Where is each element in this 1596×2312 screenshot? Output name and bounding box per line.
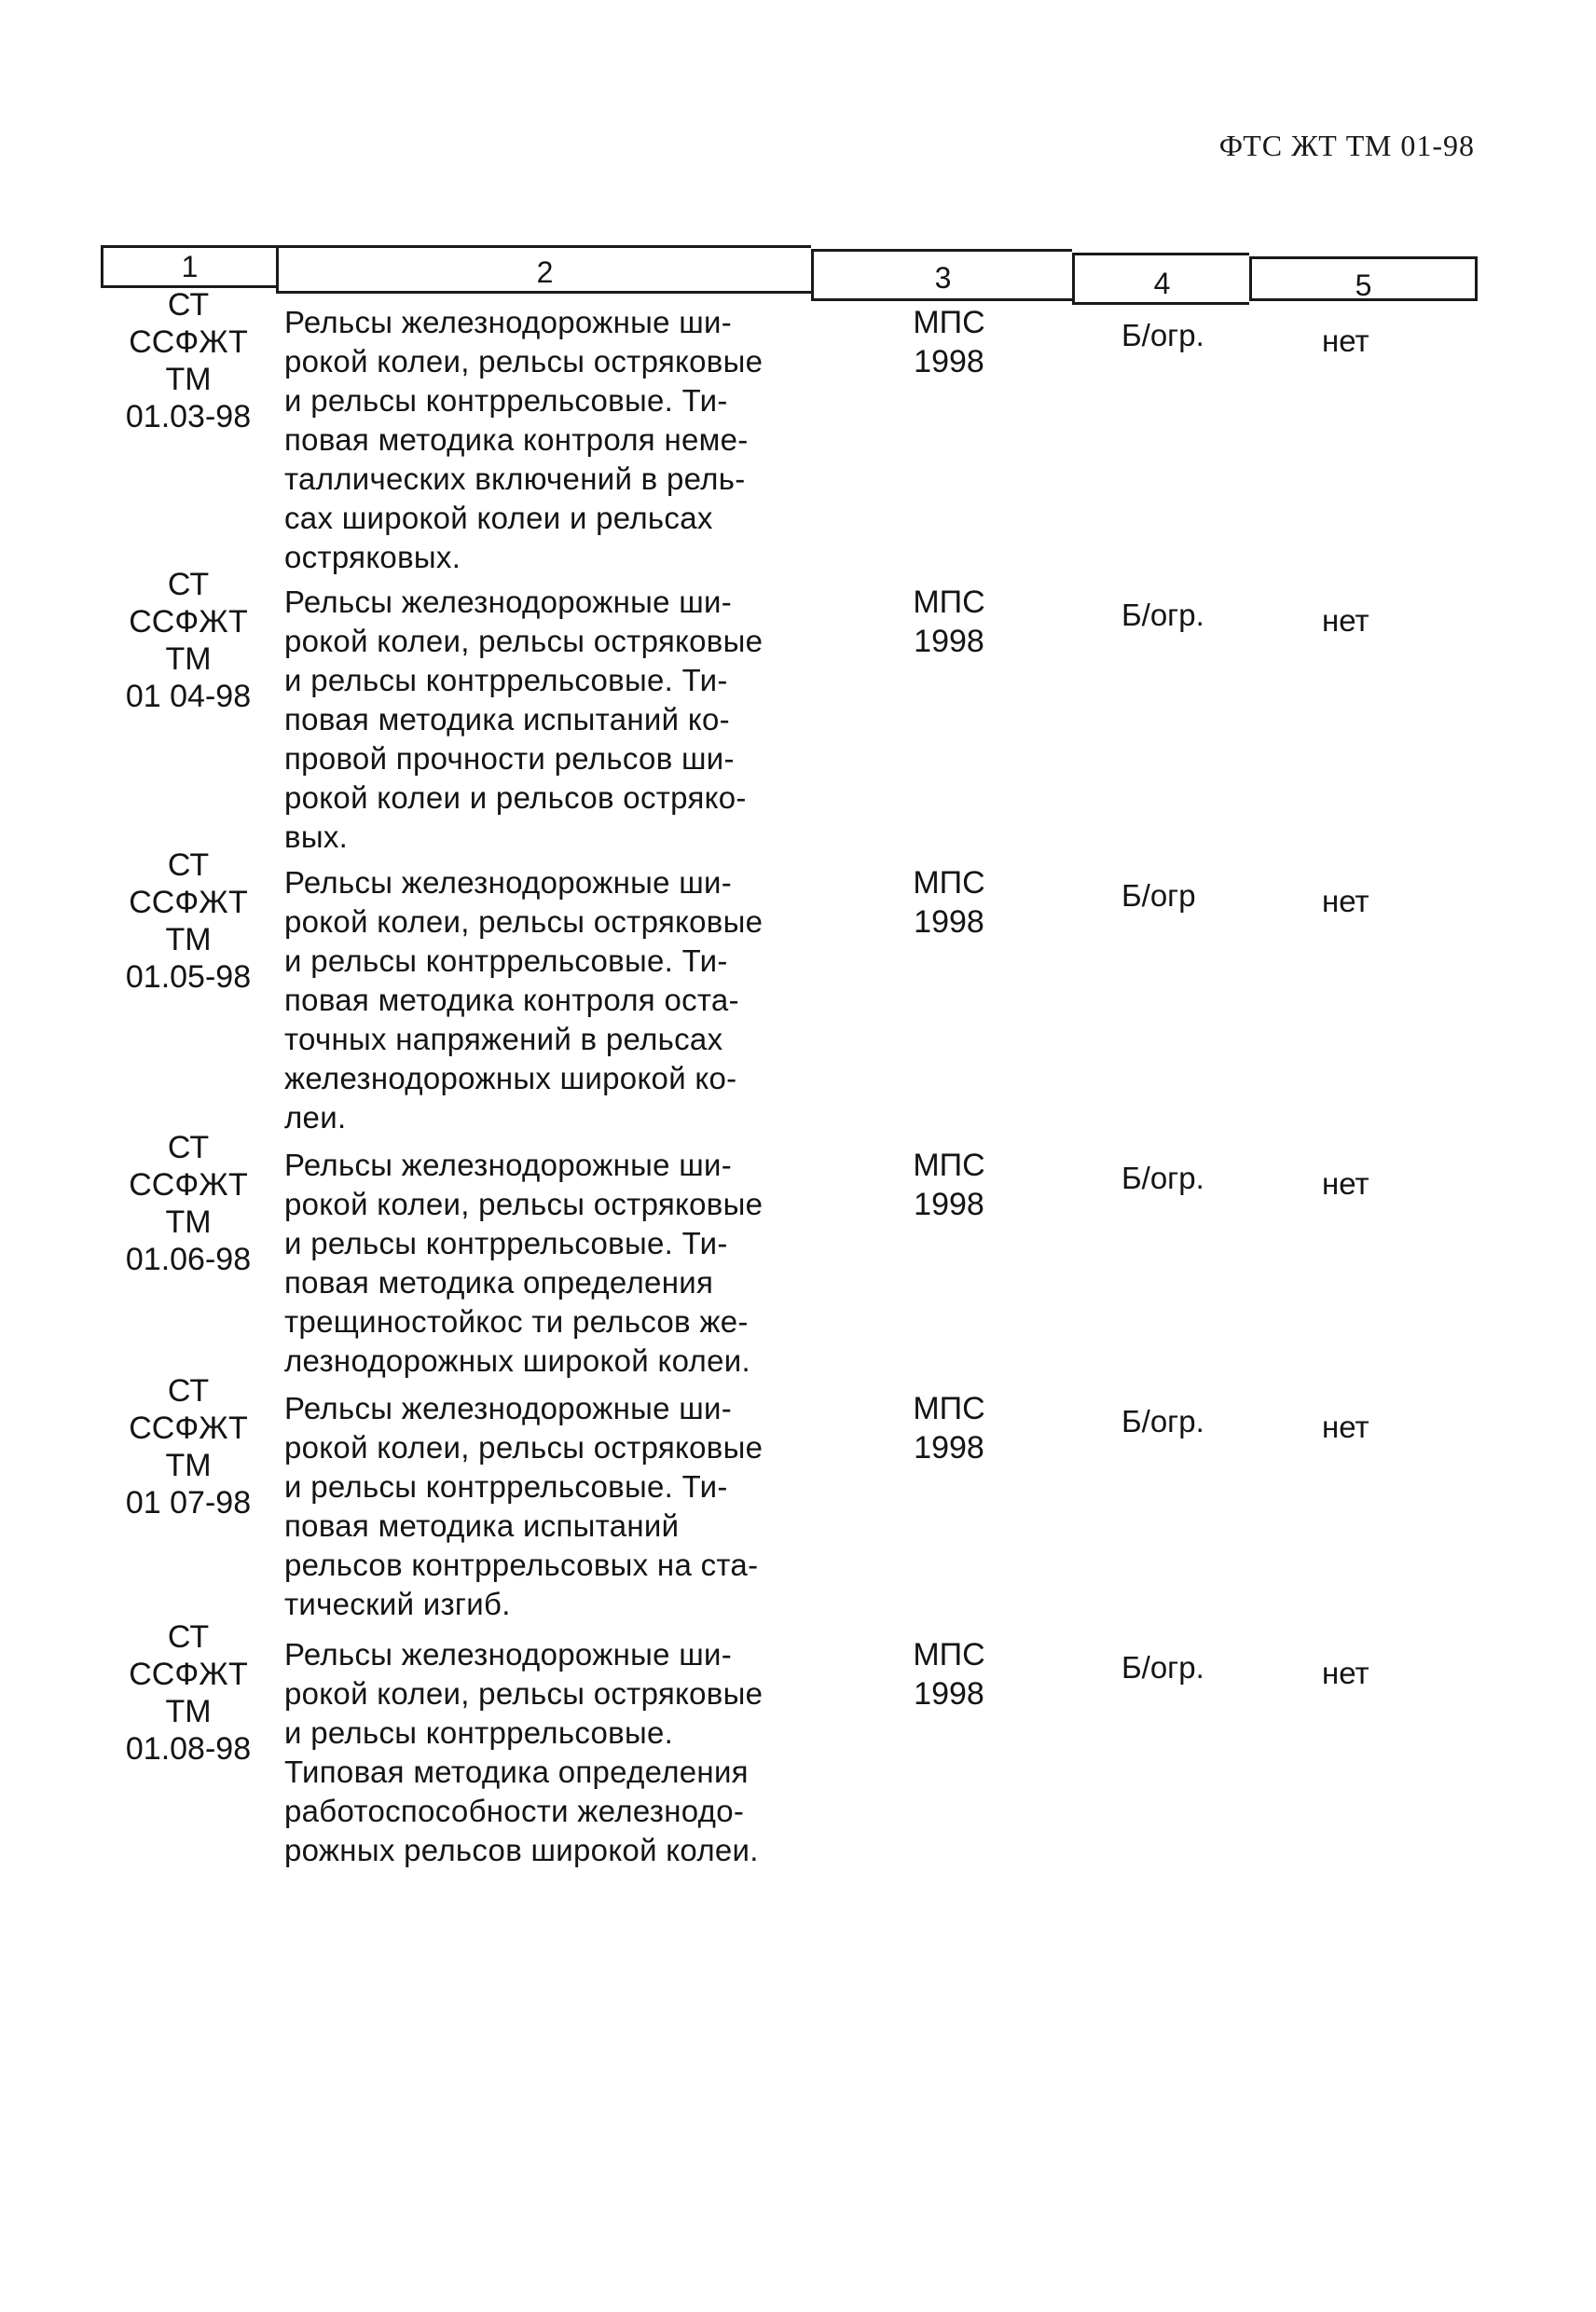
- document-code-cell-line: 01.05-98: [125, 959, 252, 995]
- document-title-cell: [284, 303, 802, 577]
- issuer-cell-line: 1998: [914, 344, 984, 379]
- status-cell: нет: [1322, 603, 1369, 638]
- document-title-cell-line: рожных рельсов широкой колеи.: [284, 1833, 759, 1867]
- document-code-cell-line: 01.03-98: [125, 399, 252, 434]
- document-title-cell-line: повая методика испытаний ко-: [284, 702, 730, 736]
- issuer-cell: [884, 1389, 1014, 1467]
- document-title-cell-line: тический изгиб.: [284, 1587, 511, 1621]
- document-title-cell: [284, 1146, 802, 1381]
- document-title-cell-line: трещиностойкос ти рельсов же-: [284, 1304, 749, 1339]
- document-code-cell-line: СТ: [167, 287, 210, 323]
- document-title-cell-line: и рельсы контррельсовые. Ти-: [284, 383, 728, 418]
- issuer-cell-line: МПС: [913, 865, 985, 901]
- document-title-cell-line: рокой колеи и рельсов остряко-: [284, 780, 747, 815]
- document-code-cell-line: ССФЖТ: [129, 1411, 248, 1446]
- document-code-cell-line: СТ: [167, 847, 210, 883]
- status-cell: нет: [1322, 1166, 1369, 1201]
- status-cell: нет: [1322, 323, 1369, 358]
- issuer-cell-line: 1998: [914, 1676, 984, 1712]
- document-code-cell-line: СТ: [167, 567, 210, 602]
- document-title-cell-line: Типовая методика определения: [284, 1755, 749, 1789]
- document-code-cell-line: ССФЖТ: [129, 1167, 248, 1203]
- document-title-cell-line: Рельсы железнодорожные ши-: [284, 1148, 733, 1182]
- document-code-cell: [101, 1372, 276, 1521]
- issuer-cell-line: МПС: [913, 1637, 985, 1672]
- document-code-cell: [101, 286, 276, 435]
- issuer-cell-line: 1998: [914, 1430, 984, 1466]
- issuer-cell-line: 1998: [914, 904, 984, 940]
- document-title-cell-line: Рельсы железнодорожные ши-: [284, 305, 733, 339]
- document-title-cell: [284, 863, 802, 1137]
- document-title-cell-line: повая методика контроля неме-: [284, 422, 749, 457]
- document-code-cell: [101, 1618, 276, 1768]
- document-title-cell-line: рокой колеи, рельсы остряковые: [284, 1187, 764, 1221]
- document-code-cell-line: ТМ: [165, 1448, 212, 1483]
- document-title-cell-line: и рельсы контррельсовые. Ти-: [284, 1469, 728, 1504]
- document-code-header: ФТС ЖТ ТМ 01-98: [1218, 129, 1475, 162]
- issuer-cell-line: 1998: [914, 624, 984, 659]
- issuer-cell: [884, 863, 1014, 942]
- document-title-cell-line: и рельсы контррельсовые. Ти-: [284, 1226, 728, 1260]
- column-header-2: 2: [276, 245, 811, 294]
- document-title-cell-line: повая методика определения: [284, 1265, 714, 1300]
- issuer-cell: [884, 1635, 1014, 1713]
- document-code-cell-line: 01.06-98: [125, 1242, 252, 1277]
- issuer-cell-line: МПС: [913, 1148, 985, 1183]
- document-title-cell-line: Рельсы железнодорожные ши-: [284, 585, 733, 619]
- document-title-cell-line: рельсов контррельсовых на ста-: [284, 1548, 759, 1582]
- document-title-cell-line: сах широкой колеи и рельсах: [284, 501, 713, 535]
- restriction-cell: Б/огр.: [1121, 1650, 1204, 1685]
- document-code-cell-line: СТ: [167, 1130, 210, 1165]
- document-title-cell-line: повая методика контроля оста-: [284, 983, 739, 1017]
- document-title-cell-line: рокой колеи, рельсы остряковые: [284, 624, 764, 658]
- document-title-cell-line: остряковых.: [284, 540, 461, 574]
- document-title-cell-line: рокой колеи, рельсы остряковые: [284, 904, 764, 939]
- issuer-cell-line: МПС: [913, 585, 985, 620]
- document-code-cell-line: 01.08-98: [125, 1731, 252, 1767]
- document-code-cell-line: ТМ: [165, 641, 212, 677]
- document-title-cell-line: работоспособности железнодо-: [284, 1794, 745, 1828]
- document-title-cell-line: точных напряжений в рельсах: [284, 1022, 723, 1056]
- document-code-cell: [101, 1129, 276, 1278]
- status-cell: нет: [1322, 1656, 1369, 1690]
- restriction-cell: Б/огр.: [1121, 1404, 1204, 1438]
- document-title-cell-line: рокой колеи, рельсы остряковые: [284, 1676, 764, 1711]
- issuer-cell-line: МПС: [913, 1391, 985, 1426]
- document-title-cell-line: Рельсы железнодорожные ши-: [284, 865, 733, 900]
- document-code-cell: [101, 846, 276, 996]
- document-title-cell-line: железнодорожных широкой ко-: [284, 1061, 737, 1095]
- column-header-4: 4: [1072, 253, 1249, 305]
- document-title-cell-line: и рельсы контррельсовые.: [284, 1715, 674, 1750]
- column-header-3: 3: [811, 249, 1072, 301]
- document-title-cell-line: Рельсы железнодорожные ши-: [284, 1391, 733, 1425]
- document-code-cell-line: ТМ: [165, 362, 212, 397]
- column-header-5: 5: [1249, 256, 1478, 301]
- document-code-cell-line: ССФЖТ: [129, 324, 248, 360]
- document-title-cell: [284, 1635, 802, 1870]
- document-title-cell: [284, 583, 802, 857]
- restriction-cell: Б/огр: [1121, 878, 1196, 913]
- column-header-1: 1: [101, 245, 276, 288]
- issuer-cell: [884, 303, 1014, 381]
- document-title-cell-line: провой прочности рельсов ши-: [284, 741, 735, 776]
- document-code-cell-line: СТ: [167, 1619, 210, 1655]
- restriction-cell: Б/огр.: [1121, 1161, 1204, 1195]
- restriction-cell: Б/огр.: [1121, 318, 1204, 352]
- status-cell: нет: [1322, 1410, 1369, 1444]
- document-title-cell-line: и рельсы контррельсовые. Ти-: [284, 663, 728, 697]
- document-title-cell-line: Рельсы железнодорожные ши-: [284, 1637, 733, 1672]
- status-cell: нет: [1322, 884, 1369, 918]
- document-code-cell-line: ТМ: [165, 922, 212, 957]
- document-title-cell-line: леи.: [284, 1100, 347, 1135]
- document-title-cell-line: таллических включений в рель-: [284, 461, 746, 496]
- restriction-cell: Б/огр.: [1121, 598, 1204, 632]
- document-title-cell-line: вых.: [284, 819, 349, 854]
- document-title-cell-line: рокой колеи, рельсы остряковые: [284, 1430, 764, 1465]
- document-title-cell-line: и рельсы контррельсовые. Ти-: [284, 943, 728, 978]
- document-title-cell: [284, 1389, 802, 1624]
- document-code-cell-line: СТ: [167, 1373, 210, 1409]
- document-title-cell-line: рокой колеи, рельсы остряковые: [284, 344, 764, 378]
- document-code-cell-line: ССФЖТ: [129, 604, 248, 640]
- document-title-cell-line: лезнодорожных широкой колеи.: [284, 1343, 750, 1378]
- document-code-cell-line: 01 04-98: [125, 679, 252, 714]
- document-code-cell-line: 01 07-98: [125, 1485, 252, 1521]
- document-code-cell-line: ТМ: [165, 1694, 212, 1729]
- document-title-cell-line: повая методика испытаний: [284, 1508, 680, 1543]
- document-code-cell-line: ССФЖТ: [129, 1657, 248, 1692]
- issuer-cell-line: МПС: [913, 305, 985, 340]
- document-code-cell: [101, 566, 276, 715]
- document-code-cell-line: ТМ: [165, 1204, 212, 1240]
- document-code-cell-line: ССФЖТ: [129, 885, 248, 920]
- issuer-cell-line: 1998: [914, 1187, 984, 1222]
- issuer-cell: [884, 1146, 1014, 1224]
- issuer-cell: [884, 583, 1014, 661]
